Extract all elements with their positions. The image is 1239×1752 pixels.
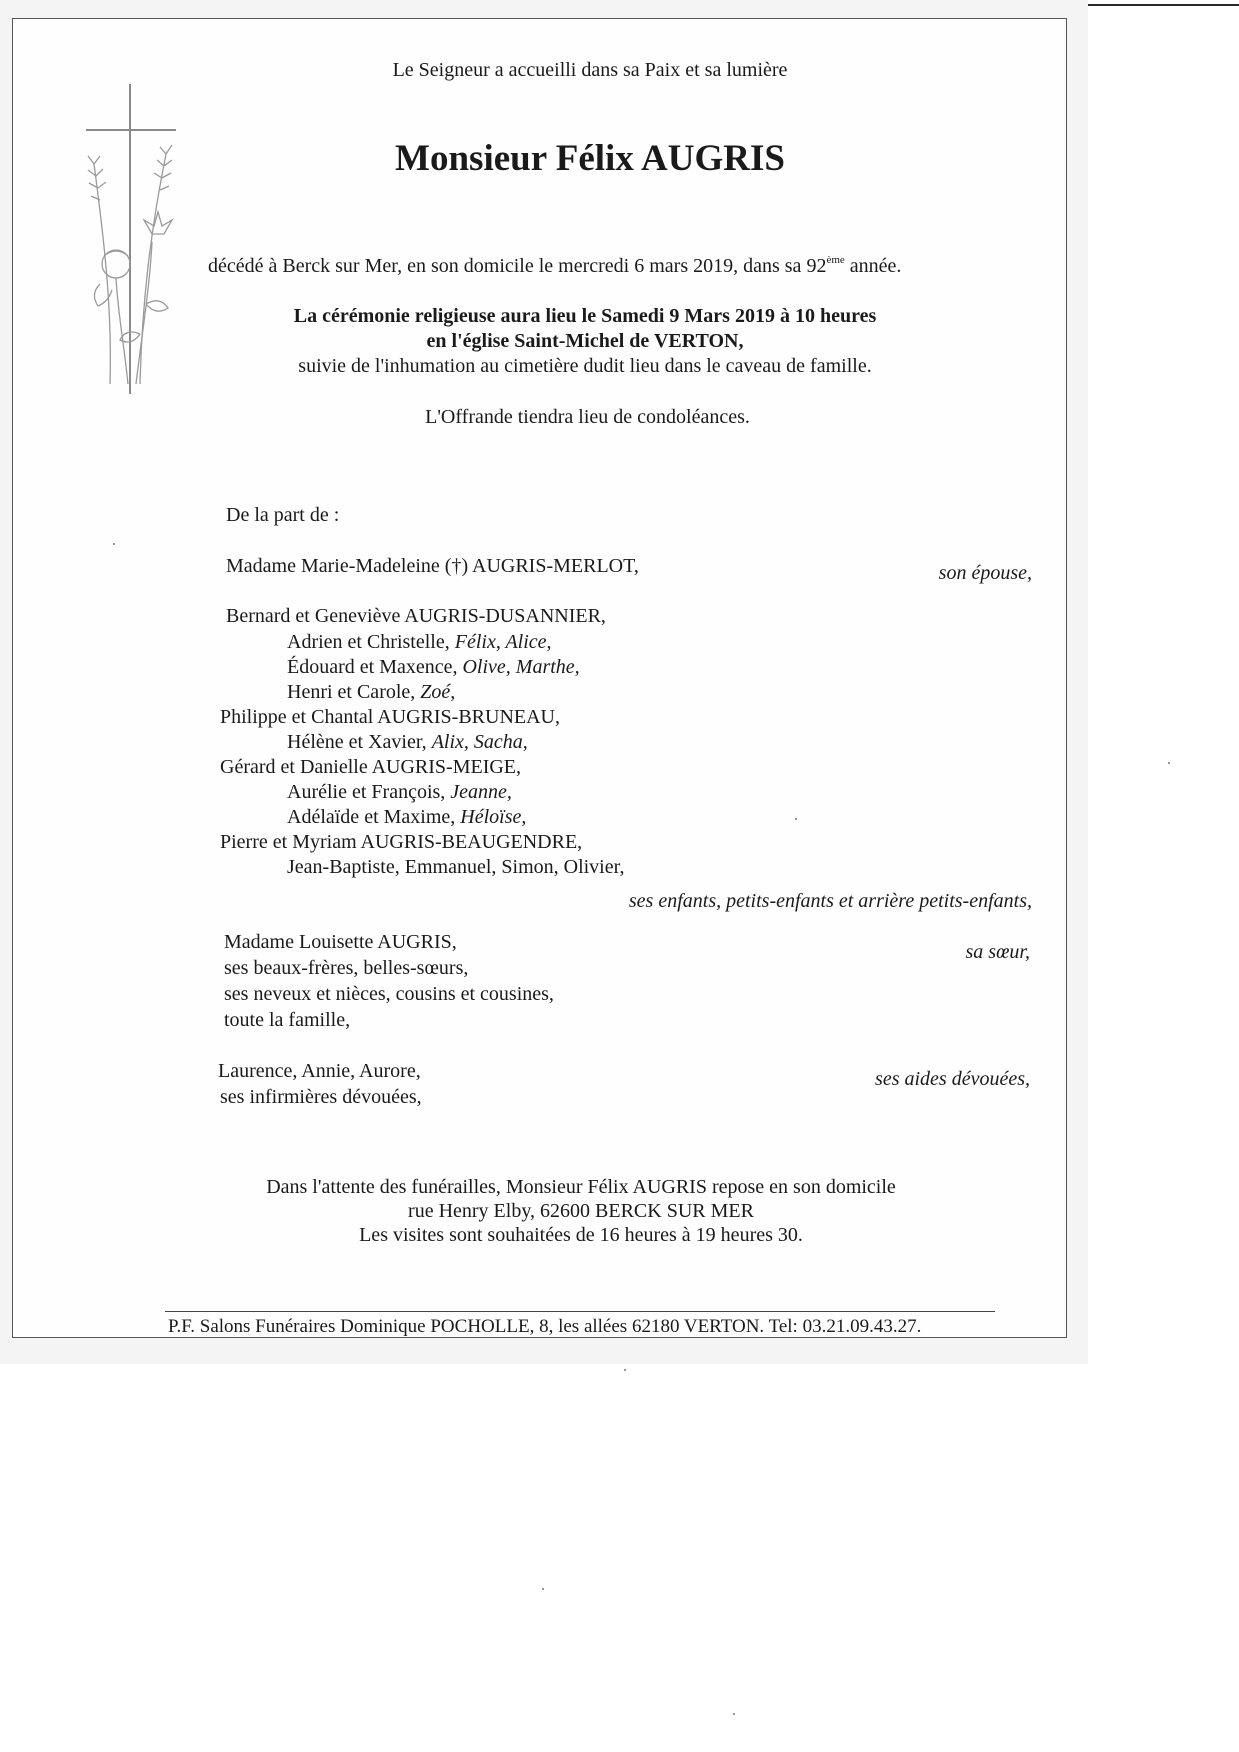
list-item: Gérard et Danielle AUGRIS-MEIGE, (220, 756, 522, 778)
family-intro: De la part de : (226, 504, 340, 526)
list-item: Henri et Carole, Zoé, (287, 681, 456, 703)
list-item: Édouard et Maxence, Olive, Marthe, (287, 656, 580, 678)
visitation-line-1: Dans l'attente des funérailles, Monsieur Félix AUGRIS repose en son domicile (266, 1176, 896, 1198)
death-announcement: décédé à Berck sur Mer, en son domicile le mercredi 6 mars 2019, dans sa 92ème année. (208, 254, 902, 277)
scan-edge-line (1088, 4, 1239, 6)
ceremony-line-3: suivie de l'inhumation au cimetière dudit lieu dans le caveau de famille. (298, 355, 872, 377)
scan-speck (1168, 762, 1170, 764)
scan-speck (795, 818, 797, 820)
scan-speck (542, 1588, 544, 1590)
ordinal-suffix: ème (826, 254, 845, 266)
visitation-line-2: rue Henry Elby, 62600 BERCK SUR MER (408, 1200, 754, 1222)
sister-relation: sa sœur, (965, 941, 1030, 963)
list-item: Madame Louisette AUGRIS, (224, 931, 457, 953)
visitation-line-3: Les visites sont souhaitées de 16 heures à 19 heures 30. (359, 1224, 803, 1246)
aides-relation: ses aides dévouées, (875, 1068, 1030, 1090)
list-item: Hélène et Xavier, Alix, Sacha, (287, 731, 528, 753)
list-item: ses beaux-frères, belles-sœurs, (224, 957, 469, 979)
scan-speck (624, 1369, 626, 1371)
funeral-home-footer: P.F. Salons Funéraires Dominique POCHOLLE, 8, les allées 62180 VERTON. Tel: 03.21.09.43.27. (168, 1316, 922, 1337)
list-item: Philippe et Chantal AUGRIS-BRUNEAU, (220, 706, 560, 728)
scan-speck (733, 1713, 735, 1715)
list-item: Laurence, Annie, Aurore, (218, 1060, 421, 1082)
spouse-name: Madame Marie-Madeleine (†) AUGRIS-MERLOT, (226, 555, 639, 577)
ceremony-line-2: en l'église Saint-Michel de VERTON, (426, 330, 744, 352)
list-item: Adrien et Christelle, Félix, Alice, (287, 631, 552, 653)
list-item: ses infirmières dévouées, (220, 1086, 422, 1108)
deceased-name: Monsieur Félix AUGRIS (395, 138, 785, 179)
scan-speck (113, 543, 115, 545)
ceremony-line-1: La cérémonie religieuse aura lieu le Samedi 9 Mars 2019 à 10 heures (293, 305, 877, 327)
list-item: toute la famille, (224, 1009, 351, 1031)
list-item: ses neveux et nièces, cousins et cousines, (224, 983, 554, 1005)
list-item: Jean-Baptiste, Emmanuel, Simon, Olivier, (287, 856, 625, 878)
offering-line: L'Offrande tiendra lieu de condoléances. (425, 406, 750, 428)
children-relation: ses enfants, petits-enfants et arrière petits-enfants, (628, 890, 1032, 912)
footer-divider (165, 1311, 995, 1312)
list-item: Adélaïde et Maxime, Héloïse, (287, 806, 527, 828)
list-item: Bernard et Geneviève AUGRIS-DUSANNIER, (226, 605, 606, 627)
list-item: Aurélie et François, Jeanne, (287, 781, 512, 803)
list-item: Pierre et Myriam AUGRIS-BEAUGENDRE, (220, 831, 583, 853)
spouse-relation: son épouse, (938, 562, 1032, 584)
opening-line: Le Seigneur a accueilli dans sa Paix et sa lumière (392, 59, 788, 81)
